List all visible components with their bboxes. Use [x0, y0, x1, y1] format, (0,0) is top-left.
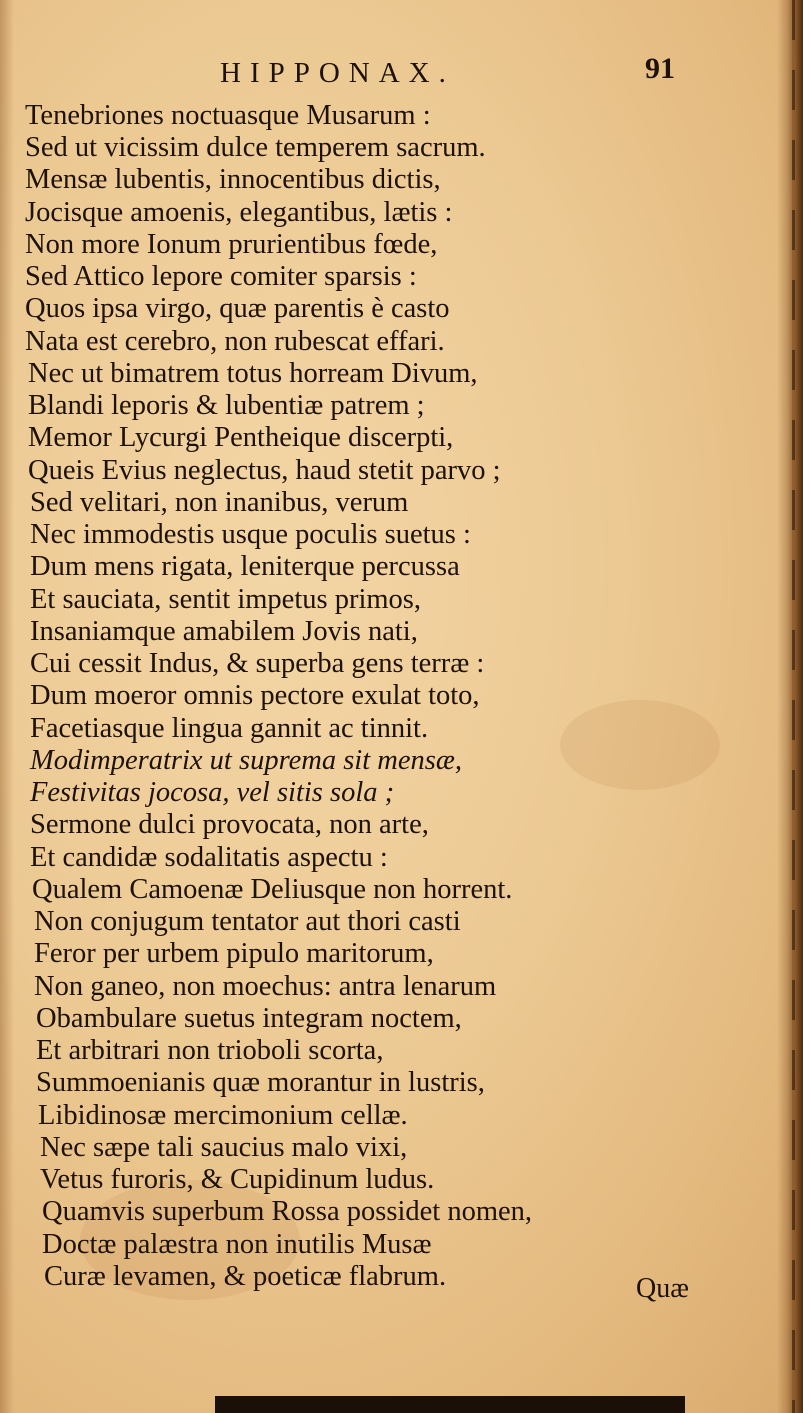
- verse-line: Non conjugum tentator aut thori casti: [34, 906, 461, 937]
- verse-line: Dum mens rigata, leniterque percussa: [30, 551, 460, 582]
- page-number: 91: [645, 52, 675, 85]
- verse-line: Sed Attico lepore comiter sparsis :: [25, 261, 417, 292]
- verse-line: Quos ipsa virgo, quæ parentis è casto: [25, 293, 450, 324]
- verse-line: Et sauciata, sentit impetus primos,: [30, 584, 422, 615]
- verse-line: Non ganeo, non moechus: antra lenarum: [34, 971, 497, 1002]
- paper-stain: [560, 700, 720, 790]
- verse-line: Sermone dulci provocata, non arte,: [30, 809, 429, 840]
- verse-line: Vetus furoris, & Cupidinum ludus.: [40, 1164, 435, 1195]
- verse-line: Nec ut bimatrem totus horream Divum,: [28, 358, 478, 389]
- verse-line: Sed ut vicissim dulce temperem sacrum.: [25, 132, 486, 163]
- page-edge: [777, 0, 803, 1413]
- verse-line: Facetiasque lingua gannit ac tinnit.: [30, 713, 429, 744]
- verse-line: Nata est cerebro, non rubescat effari.: [25, 326, 445, 357]
- verse-line: Quamvis superbum Rossa possidet nomen,: [42, 1196, 533, 1227]
- verse-line: Blandi leporis & lubentiæ patrem ;: [28, 390, 425, 421]
- verse-line: Jocisque amoenis, elegantibus, lætis :: [25, 197, 453, 228]
- verse-line: Doctæ palæstra non inutilis Musæ: [42, 1229, 432, 1260]
- verse-line: Insaniamque amabilem Jovis nati,: [30, 616, 418, 647]
- verse-line: Cui cessit Indus, & superba gens terræ :: [30, 648, 485, 679]
- verse-line: Qualem Camoenæ Deliusque non horrent.: [32, 874, 513, 905]
- verse-line: Curæ levamen, & poeticæ flabrum.: [44, 1261, 447, 1292]
- verse-line: Et arbitrari non trioboli scorta,: [36, 1035, 384, 1066]
- page-left-shadow: [0, 0, 14, 1413]
- verse-line: Et candidæ sodalitatis aspectu :: [30, 842, 388, 873]
- verse-line: Sed velitari, non inanibus, verum: [30, 487, 409, 518]
- page-bottom-shadow: [215, 1396, 685, 1413]
- verse-line: Libidinosæ mercimonium cellæ.: [38, 1100, 408, 1131]
- catchword: Quæ: [636, 1273, 689, 1304]
- verse-line: Nec immodestis usque poculis suetus :: [30, 519, 471, 550]
- running-head: HIPPONAX.: [220, 57, 455, 89]
- verse-line: Nec sæpe tali saucius malo vixi,: [40, 1132, 408, 1163]
- verse-line: Modimperatrix ut suprema sit mensæ,: [30, 745, 462, 776]
- verse-line: Tenebriones noctuasque Musarum :: [25, 100, 431, 131]
- verse-line: Dum moeror omnis pectore exulat toto,: [30, 680, 480, 711]
- verse-line: Obambulare suetus integram noctem,: [36, 1003, 462, 1034]
- verse-line: Non more Ionum prurientibus fœde,: [25, 229, 438, 260]
- page-edge-binding: [792, 0, 795, 1413]
- verse-line: Memor Lycurgi Pentheique discerpti,: [28, 422, 454, 453]
- verse-line: Feror per urbem pipulo maritorum,: [34, 938, 434, 969]
- verse-line: Summoenianis quæ morantur in lustris,: [36, 1067, 485, 1098]
- verse-line: Queis Evius neglectus, haud stetit parvo ;: [28, 455, 501, 486]
- verse-line: Festivitas jocosa, vel sitis sola ;: [30, 777, 395, 808]
- verse-line: Mensæ lubentis, innocentibus dictis,: [25, 164, 441, 195]
